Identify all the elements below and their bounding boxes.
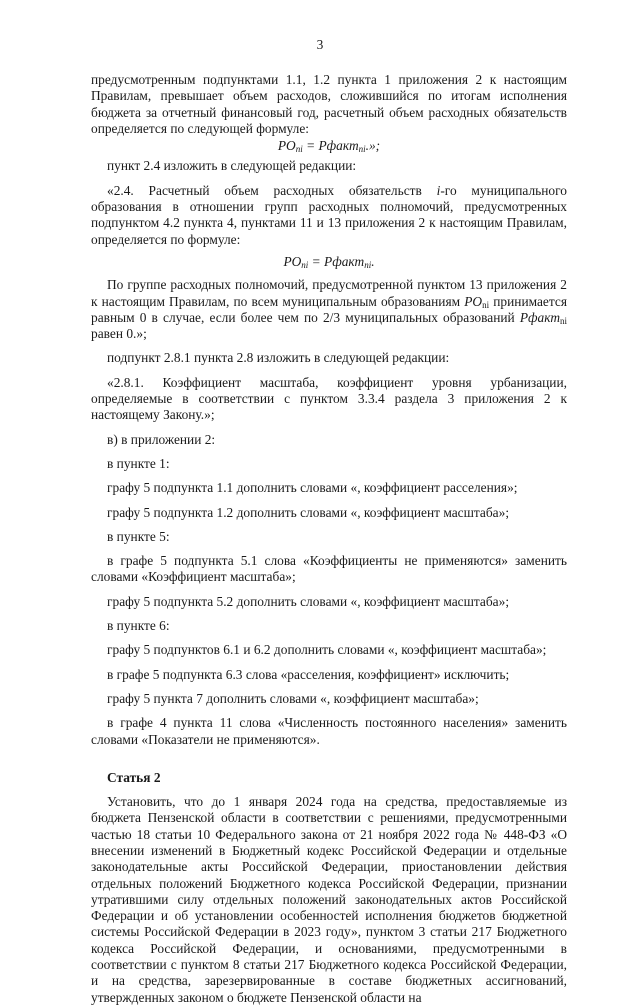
paragraph-3: «2.4. Расчетный объем расходных обязательств i-го муниципального образования в отношении групп расходных полномочий, предусмотренных подпунктом 4.2 пункта 4, пунктами 11 и 13 приложения 2 к настоящим Правилам, определяется по формуле: [91,182,567,247]
paragraph-8: в пункте 1: [107,455,170,471]
paragraph-2: пункт 2.4 изложить в следующей редакции: [107,158,357,174]
formula-1: $PO_{ni}$ = Pфакт$_{ni}$.»; [277,138,381,155]
paragraph-9: графу 5 подпункта 1.1 дополнить словами «, коэффициент расселения»; [107,480,518,496]
paragraph-16: в графе 5 подпункта 6.3 слова «расселения, коэффициент» исключить; [107,666,510,682]
paragraph-11: в пункте 5: [107,528,170,544]
paragraph-5: подпункт 2.8.1 пункта 2.8 изложить в следующей редакции: [107,350,450,366]
document-body [91,72,567,1006]
paragraph-7: в) в приложении 2: [107,431,216,447]
paragraph-12: в графе 5 подпункта 5.1 слова «Коэффициенты не применяются» заменить словами «Коэффициент масштаба»; [91,553,567,585]
article-heading: Статья 2 [107,769,161,785]
paragraph-19: Установить, что до 1 января 2024 года на средства, предоставляемые из бюджета Пензенской области в соответствии с решениями, предусмотренными частью 18 статьи 10 Федерального закона от 21 ноября 2022 года № 448-ФЗ «О внесении изменений в Бюджетный кодекс Российской Федерации и отдельные законодательные акты Российской Федерации, приостановлении действия отдельных положений Бюджетного кодекса Российской Федерации, признании утратившими силу отдельных положений законодательных актов Российской Федерации и об установлении особенностей исполнения бюджетов бюджетной системы Российской Федерации в 2023 году», пунктом 3 статьи 217 Бюджетного кодекса Российской Федерации, и основаниями, предусмотренными в соответствии с пунктом 8 статьи 217 Бюджетного кодекса Российской Федерации, и на средства, зарезервированные в составе бюджетных ассигнований, утвержденных законом о бюджете Пензенской области на [91,794,567,1005]
paragraph-13: графу 5 подпункта 5.2 дополнить словами «, коэффициент масштаба»; [107,593,510,609]
paragraph-17: графу 5 пункта 7 дополнить словами «, коэффициент масштаба»; [107,690,479,706]
paragraph-10: графу 5 подпункта 1.2 дополнить словами «, коэффициент масштаба»; [107,504,510,520]
paragraph-15: графу 5 подпунктов 6.1 и 6.2 дополнить словами «, коэффициент масштаба»; [107,642,547,658]
formula-2: $PO_{ni}$ = Pфакт$_{ni}$. [283,253,375,270]
paragraph-4: По группе расходных полномочий, предусмотренной пунктом 13 приложения 2 к настоящим Правилам, по всем муниципальным образованиям $PO_{ni}$ принимается равным 0 в случае, если более чем по 2/3 муниципальных образований Pфакт$_{ni}$ равен 0.»; [91,277,567,342]
paragraph-6: «2.8.1. Коэффициент масштаба, коэффициент уровня урбанизации, определяемые в соответствии с пунктом 3.3.4 раздела 3 приложения 2 к настоящему Закону.»; [91,374,567,423]
page-number: 3 [316,37,324,52]
paragraph-18: в графе 4 пункта 11 слова «Численность постоянного населения» заменить словами «Показатели не применяются». [91,715,567,747]
paragraph-14: в пункте 6: [107,618,170,634]
paragraph-1: предусмотренным подпунктами 1.1, 1.2 пункта 1 приложения 2 к настоящим Правилам, превышает объем расходов, сложившийся по итогам исполнения бюджета за отчетный финансовый год, расчетный объем расходных обязательств определяется по следующей формуле: [91,72,567,136]
